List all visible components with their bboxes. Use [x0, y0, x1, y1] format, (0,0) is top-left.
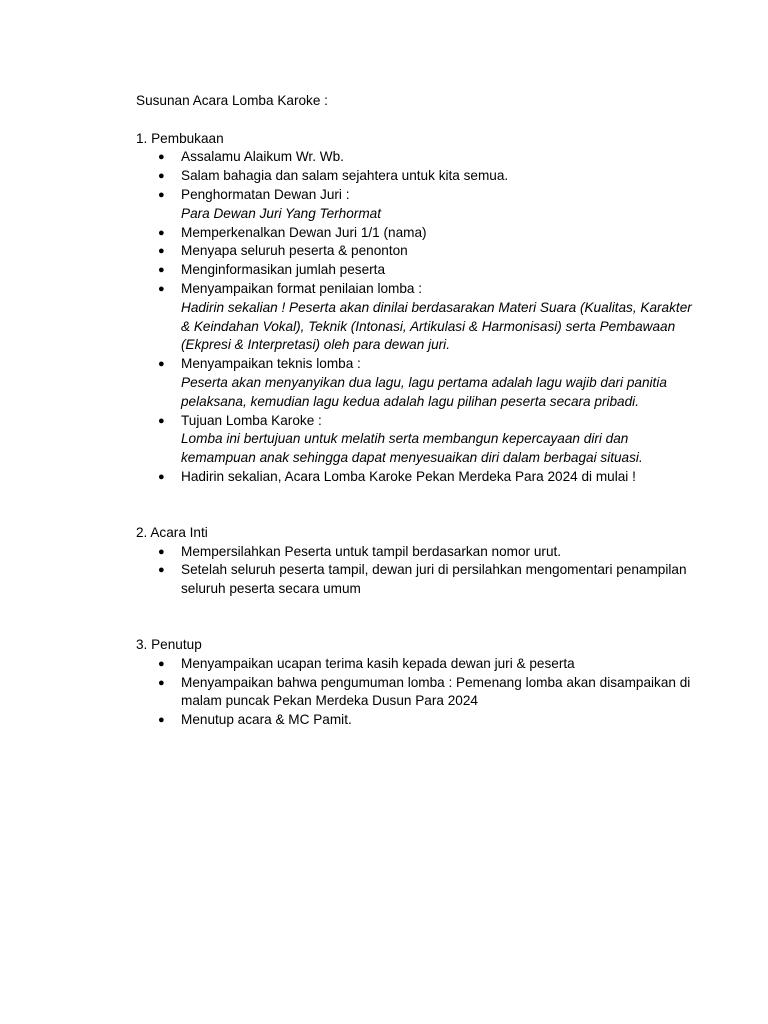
section-heading-pembukaan: 1. Pembukaan	[136, 130, 224, 146]
list-item	[136, 224, 696, 243]
bullet-icon: ●	[158, 282, 165, 295]
list-item	[136, 148, 696, 167]
list-item	[136, 167, 696, 186]
bullet-icon: ●	[158, 170, 165, 183]
list-item	[136, 674, 696, 712]
list-item-note: Para Dewan Juri Yang Terhormat	[181, 205, 381, 221]
list-item-text: Salam bahagia dan salam sejahtera untuk kita semua.	[181, 168, 509, 184]
list-item-text: Tujuan Lomba Karoke :	[181, 412, 322, 428]
list-item	[136, 242, 696, 261]
list-item	[136, 355, 696, 411]
list-item-text: Mempersilahkan Peserta untuk tampil berdasarkan nomor urut.	[181, 543, 562, 559]
document-body	[136, 92, 696, 730]
bullet-icon: ●	[158, 470, 165, 483]
list-item-text: Menyampaikan bahwa pengumuman lomba : Pemenang lomba akan disampaikan di malam puncak Pekan Merdeka Dusun Para 2024	[181, 674, 691, 709]
list-item-note: Peserta akan menyanyikan dua lagu, lagu pertama adalah lagu wajib dari panitia pelaksana, kemudian lagu kedua adalah lagu pilihan peserta secara pribadi.	[181, 374, 667, 409]
bullet-icon: ●	[158, 358, 165, 371]
list-item	[136, 655, 696, 674]
list-item-note: Hadirin sekalian ! Peserta akan dinilai berdasarakan Materi Suara (Kualitas, Karakter & Keindahan Vokal), Teknik (Intonasi, Artikulasi & Harmonisasi) serta Pembawaan (Ekpresi & Interpretasi) oleh para dewan juri.	[181, 299, 692, 353]
list-item-text: Menyampaikan ucapan terima kasih kepada dewan juri & peserta	[181, 655, 575, 671]
bullet-icon: ●	[158, 714, 165, 727]
list-item-text: Menyapa seluruh peserta & penonton	[181, 243, 408, 259]
bullet-icon: ●	[158, 245, 165, 258]
list-item-text: Menyampaikan format penilaian lomba :	[181, 280, 423, 296]
bullet-icon: ●	[158, 226, 165, 239]
section-heading-acara-inti: 2. Acara Inti	[136, 524, 208, 540]
section-list-penutup	[136, 655, 696, 730]
list-item-note: Lomba ini bertujuan untuk melatih serta membangun kepercayaan diri dan kemampuan anak sehingga dapat menyesuaikan diri dalam berbagai situasi.	[181, 431, 643, 466]
list-item	[136, 280, 696, 355]
bullet-icon: ●	[158, 564, 165, 577]
section-heading-penutup: 3. Penutup	[136, 636, 202, 652]
list-item	[136, 412, 696, 468]
list-item	[136, 711, 696, 730]
list-item-text: Setelah seluruh peserta tampil, dewan juri di persilahkan mengomentari penampilan seluruh peserta secara umum	[181, 562, 687, 597]
list-item-text: Menyampaikan teknis lomba :	[181, 356, 361, 372]
list-item	[136, 468, 696, 487]
document-title: Susunan Acara Lomba Karoke :	[136, 93, 328, 108]
bullet-icon: ●	[158, 545, 165, 558]
bullet-icon: ●	[158, 676, 165, 689]
bullet-icon: ●	[158, 188, 165, 201]
bullet-icon: ●	[158, 264, 165, 277]
list-item-text: Memperkenalkan Dewan Juri 1/1 (nama)	[181, 224, 427, 240]
list-item-text: Hadirin sekalian, Acara Lomba Karoke Pekan Merdeka Para 2024 di mulai !	[181, 468, 636, 484]
list-item-text: Menutup acara & MC Pamit.	[181, 712, 352, 728]
list-item-text: Assalamu Alaikum Wr. Wb.	[181, 149, 344, 165]
bullet-icon: ●	[158, 151, 165, 164]
section-list-pembukaan	[136, 148, 696, 486]
bullet-icon: ●	[158, 414, 165, 427]
list-item	[136, 543, 696, 562]
section-spacer	[136, 487, 696, 524]
list-item	[136, 186, 696, 224]
list-item-text: Menginformasikan jumlah peserta	[181, 262, 386, 278]
list-item	[136, 561, 696, 599]
bullet-icon: ●	[158, 657, 165, 670]
list-item	[136, 261, 696, 280]
list-item-text: Penghormatan Dewan Juri :	[181, 186, 350, 202]
section-list-acara-inti	[136, 543, 696, 599]
section-spacer	[136, 599, 696, 636]
